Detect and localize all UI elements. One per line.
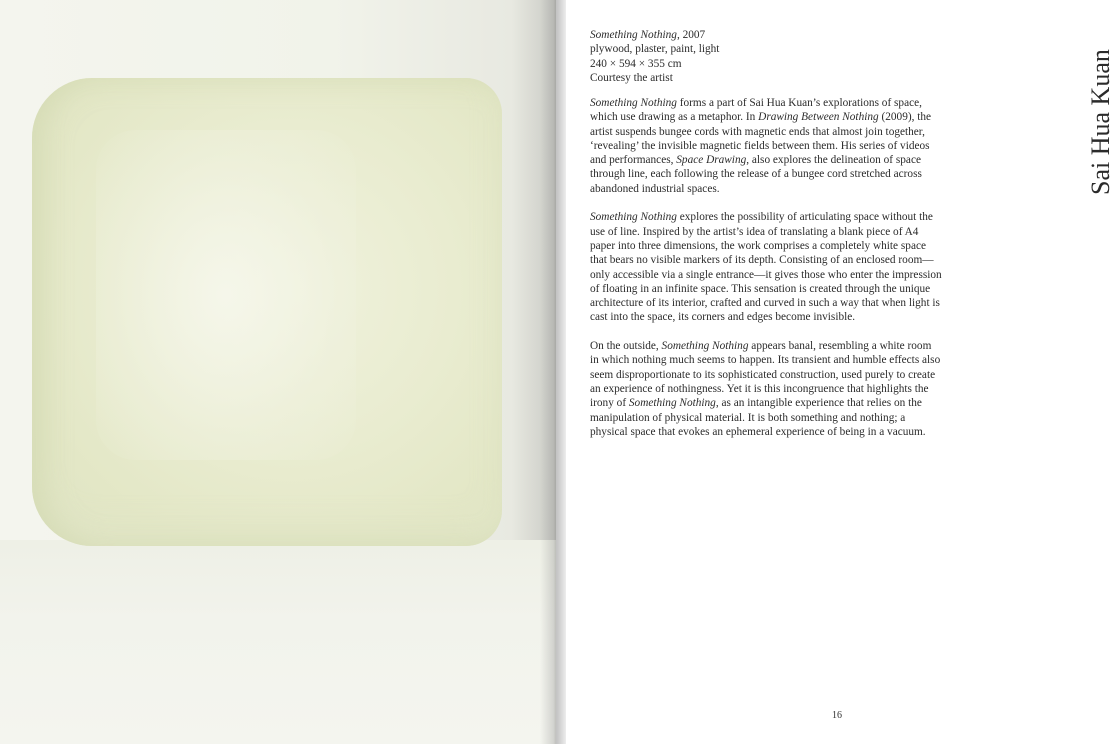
body-line xyxy=(590,296,976,310)
body-line xyxy=(590,167,976,181)
text-run: cast into the space, its corners and edges become invisible. xyxy=(590,311,856,324)
right-page xyxy=(566,0,1116,744)
left-page xyxy=(0,0,556,744)
text-run: only accessible via a single entrance—it gives those who enter the impression xyxy=(590,268,942,281)
body-line xyxy=(590,353,976,367)
text-run: use of line. Inspired by the artist’s idea of translating a blank piece of A4 xyxy=(590,225,919,238)
italic-title: Something Nothing xyxy=(590,211,677,224)
body-line xyxy=(590,396,976,410)
page-number: 16 xyxy=(832,710,842,721)
body-line xyxy=(590,139,976,153)
text-run: paper into three dimensions, the work comprises a completely white space xyxy=(590,239,926,252)
text-run: ‘revealing’ the invisible magnetic fields between them. His series of videos xyxy=(590,139,930,152)
text-run: (2009), the xyxy=(878,111,932,124)
artist-name-text: Sai Hua Kuan xyxy=(1086,49,1115,195)
caption-title-line xyxy=(590,28,970,42)
text-run: , also explores the delineation of space xyxy=(746,154,921,167)
text-run: abandoned industrial spaces. xyxy=(590,182,720,195)
text-run: which use drawing as a metaphor. In xyxy=(590,111,759,124)
text-run: seem disproportionate to its sophisticated construction, used purely to create xyxy=(590,368,936,381)
body-line xyxy=(590,368,976,382)
text-run: explores the possibility of articulating space without the xyxy=(676,211,933,224)
body-line xyxy=(590,382,976,396)
body-line xyxy=(590,253,976,267)
photo-floor xyxy=(0,540,556,744)
body-line xyxy=(590,125,976,139)
body-line xyxy=(590,96,976,110)
body-line xyxy=(590,210,976,224)
italic-title: Something Nothing xyxy=(628,397,716,410)
caption-title: Something Nothing xyxy=(590,29,677,41)
text-run: in which nothing much seems to happen. Its transient and humble effects also xyxy=(590,354,941,367)
text-run: On the outside, xyxy=(590,340,662,353)
text-run: architecture of its interior, crafted and curved in such a way that when light is xyxy=(590,297,940,310)
body-line xyxy=(590,239,976,253)
body-paragraph xyxy=(590,339,976,439)
text-run: , as an intangible experience that relies on the xyxy=(715,397,922,410)
body-line xyxy=(590,310,976,324)
text-run: of floating in an infinite space. This sensation is created through the unique xyxy=(590,282,931,295)
text-run: artist suspends bungee cords with magnetic ends that almost join together, xyxy=(590,125,925,138)
artist-name xyxy=(1064,30,1115,200)
artwork-caption xyxy=(590,28,970,85)
body-line xyxy=(590,110,976,124)
italic-title: Space Drawing xyxy=(676,154,747,167)
body-line xyxy=(590,282,976,296)
caption-year: , 2007 xyxy=(676,29,706,41)
body-line xyxy=(590,339,976,353)
text-run: appears banal, resembling a white room xyxy=(748,340,932,353)
caption-materials: plywood, plaster, paint, light xyxy=(590,43,720,56)
italic-title: Something Nothing xyxy=(661,340,749,353)
body-line xyxy=(590,425,976,439)
text-run: through line, each following the release of a bungee cord stretched across xyxy=(590,168,922,181)
text-run: irony of xyxy=(590,397,629,410)
text-run: forms a part of Sai Hua Kuan’s explorations of space, xyxy=(676,97,922,109)
text-run: manipulation of physical material. It is both something and nothing; a xyxy=(590,411,906,424)
text-run: physical space that evokes an ephemeral experience of being in a vacuum. xyxy=(590,425,926,438)
italic-title: Drawing Between Nothing xyxy=(758,111,879,124)
body-line xyxy=(590,268,976,282)
body-paragraph xyxy=(590,210,976,324)
body-line xyxy=(590,153,976,167)
artwork-photo xyxy=(0,0,556,744)
text-run: an experience of nothingness. Yet it is this incongruence that highlights the xyxy=(590,382,929,395)
photo-room-light xyxy=(96,130,356,460)
italic-title: Something Nothing xyxy=(590,97,677,109)
body-line xyxy=(590,411,976,425)
body-text xyxy=(590,96,976,453)
text-run: that bears no visible markers of its depth. Consisting of an enclosed room— xyxy=(590,254,934,267)
caption-credit: Courtesy the artist xyxy=(590,71,673,84)
body-line xyxy=(590,225,976,239)
body-paragraph xyxy=(590,96,976,196)
caption-dimensions: 240 × 594 × 355 cm xyxy=(590,57,682,70)
text-run: and performances, xyxy=(590,154,677,167)
body-line xyxy=(590,182,976,196)
